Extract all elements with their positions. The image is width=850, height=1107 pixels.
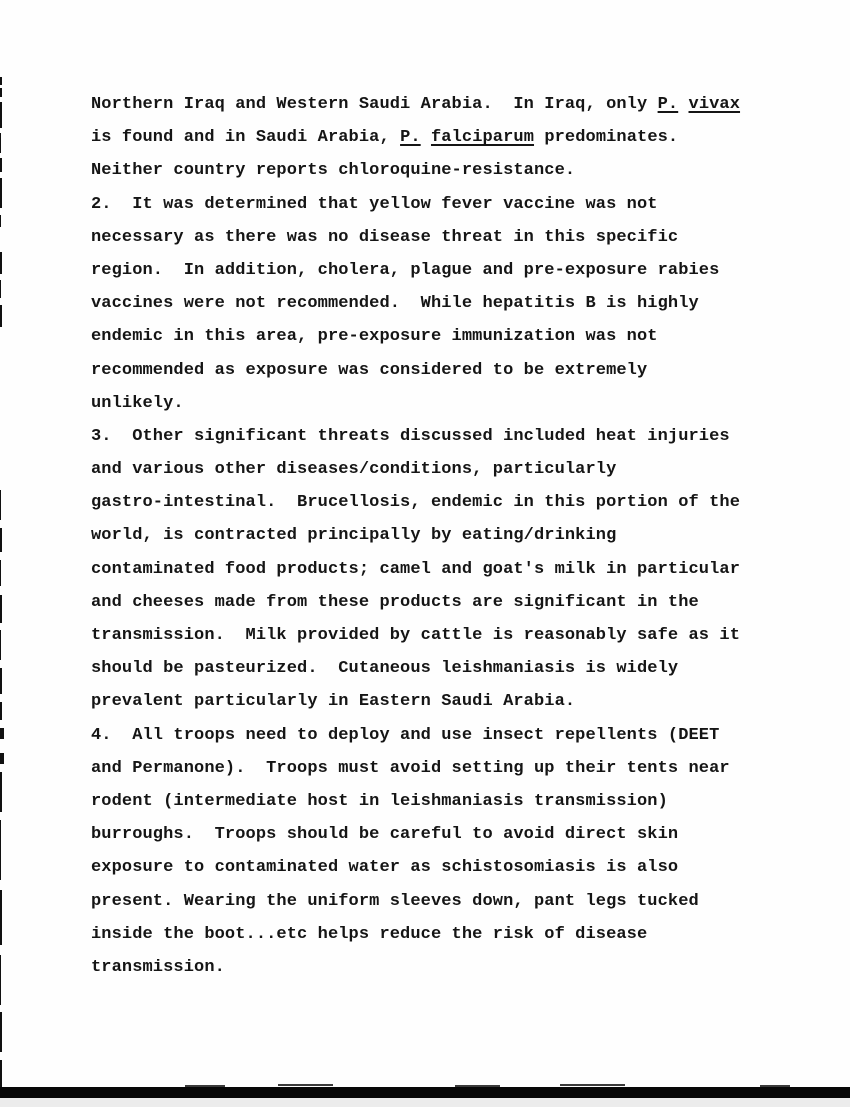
text-run: is found and in Saudi Arabia,	[91, 128, 401, 148]
document-line	[91, 88, 751, 121]
document-line	[91, 918, 751, 951]
scan-edge-mark	[0, 753, 4, 764]
scan-edge-mark	[0, 490, 1, 520]
document-line	[91, 387, 751, 420]
text-run: necessary as there was no disease threat in this specific	[91, 227, 679, 247]
text-run: Northern Iraq and Western Saudi Arabia. In Iraq, only	[91, 95, 658, 114]
scan-edge-mark	[0, 280, 1, 298]
scan-edge-mark	[0, 890, 2, 945]
text-run: rodent (intermediate host in leishmaniasis transmission)	[91, 791, 668, 811]
text-run	[678, 95, 688, 114]
scan-edge-mark	[0, 595, 2, 623]
text-run: endemic in this area, pre-exposure immunization was not	[91, 327, 658, 347]
scan-edge-mark	[0, 1012, 2, 1052]
scan-edge-mark	[0, 702, 2, 720]
scan-edge-mark	[0, 178, 2, 208]
text-run	[421, 128, 431, 147]
scan-fray-mark	[560, 1084, 625, 1086]
document-line	[91, 586, 751, 619]
document-line	[91, 851, 751, 884]
text-run: should be pasteurized. Cutaneous leishmaniasis is widely	[91, 659, 679, 679]
document-line	[91, 752, 751, 785]
document-line	[91, 121, 751, 154]
document-line	[91, 188, 751, 221]
text-run: vaccines were not recommended. While hepatitis B is highly	[91, 294, 699, 314]
text-run: and cheeses made from these products are significant in the	[91, 592, 699, 612]
scan-edge-mark	[0, 305, 2, 327]
document-line	[91, 785, 751, 818]
underlined-text: P.	[657, 95, 679, 114]
scan-edge-mark	[0, 668, 2, 694]
document-line	[91, 652, 751, 685]
document-line	[91, 719, 751, 752]
scan-edge-mark	[0, 158, 2, 172]
scan-edge-mark	[0, 102, 2, 128]
document-line	[91, 287, 751, 320]
underlined-text: falciparum	[430, 128, 535, 148]
underlined-text: P.	[400, 128, 421, 148]
scan-edge-mark	[0, 133, 1, 153]
scan-edge-mark	[0, 252, 2, 274]
document-line	[91, 154, 751, 187]
scan-bottom-bar	[0, 1087, 850, 1098]
document-line	[91, 685, 751, 718]
text-run: exposure to contaminated water as schistosomiasis is also	[91, 858, 679, 878]
document-line	[91, 354, 751, 387]
text-run: world, is contracted principally by eating/drinking	[91, 526, 617, 546]
text-run: 2. It was determined that yellow fever vaccine was not	[91, 194, 658, 214]
text-run: recommended as exposure was considered to be extremely	[91, 360, 648, 380]
text-run: and various other diseases/conditions, particularly	[91, 460, 617, 480]
document-line	[91, 553, 751, 586]
underlined-text: vivax	[688, 95, 741, 114]
document-line	[91, 221, 751, 254]
text-run: inside the boot...etc helps reduce the risk of disease	[91, 924, 648, 944]
scan-edge-mark	[0, 728, 4, 739]
text-run: gastro-intestinal. Brucellosis, endemic in this portion of the	[91, 493, 741, 513]
text-run: and Permanone). Troops must avoid setting up their tents near	[91, 758, 730, 778]
scan-edge-mark	[0, 88, 2, 97]
scan-fray-mark	[278, 1084, 333, 1086]
scan-edge-mark	[0, 955, 1, 1005]
text-run: 3. Other significant threats discussed included heat injuries	[91, 426, 730, 446]
text-run: burroughs. Troops should be careful to avoid direct skin	[91, 825, 679, 845]
text-run: transmission. Milk provided by cattle is reasonably safe as it	[91, 626, 741, 645]
text-run: prevalent particularly in Eastern Saudi Arabia.	[91, 692, 576, 712]
document-line	[91, 453, 751, 486]
text-run: 4. All troops need to deploy and use insect repellents (DEET	[91, 725, 720, 745]
scan-edge-mark	[0, 560, 1, 586]
document-line	[91, 320, 751, 353]
document-line	[91, 254, 751, 287]
document-line	[91, 519, 751, 552]
scan-edge-mark	[0, 772, 2, 812]
document-line	[91, 885, 751, 918]
text-run: contaminated food products; camel and goat's milk in particular	[91, 559, 741, 579]
document-line	[91, 818, 751, 851]
scan-edge-mark	[0, 630, 1, 660]
text-run: transmission.	[91, 957, 225, 977]
text-run: Neither country reports chloroquine-resistance.	[91, 161, 576, 181]
document-text	[91, 88, 751, 984]
scan-edge-mark	[0, 215, 1, 227]
scan-below-bar-strip	[0, 1098, 850, 1107]
document-line	[91, 619, 751, 652]
scan-edge-mark	[0, 820, 1, 880]
scan-edge-mark	[0, 77, 2, 85]
scan-edge-mark	[0, 528, 2, 552]
text-run: unlikely.	[91, 393, 184, 413]
text-run: predominates.	[534, 128, 679, 148]
document-line	[91, 486, 751, 519]
text-run: region. In addition, cholera, plague and pre-exposure rabies	[91, 260, 720, 280]
document-line	[91, 420, 751, 453]
text-run: present. Wearing the uniform sleeves down, pant legs tucked	[91, 891, 699, 911]
document-line	[91, 951, 751, 984]
